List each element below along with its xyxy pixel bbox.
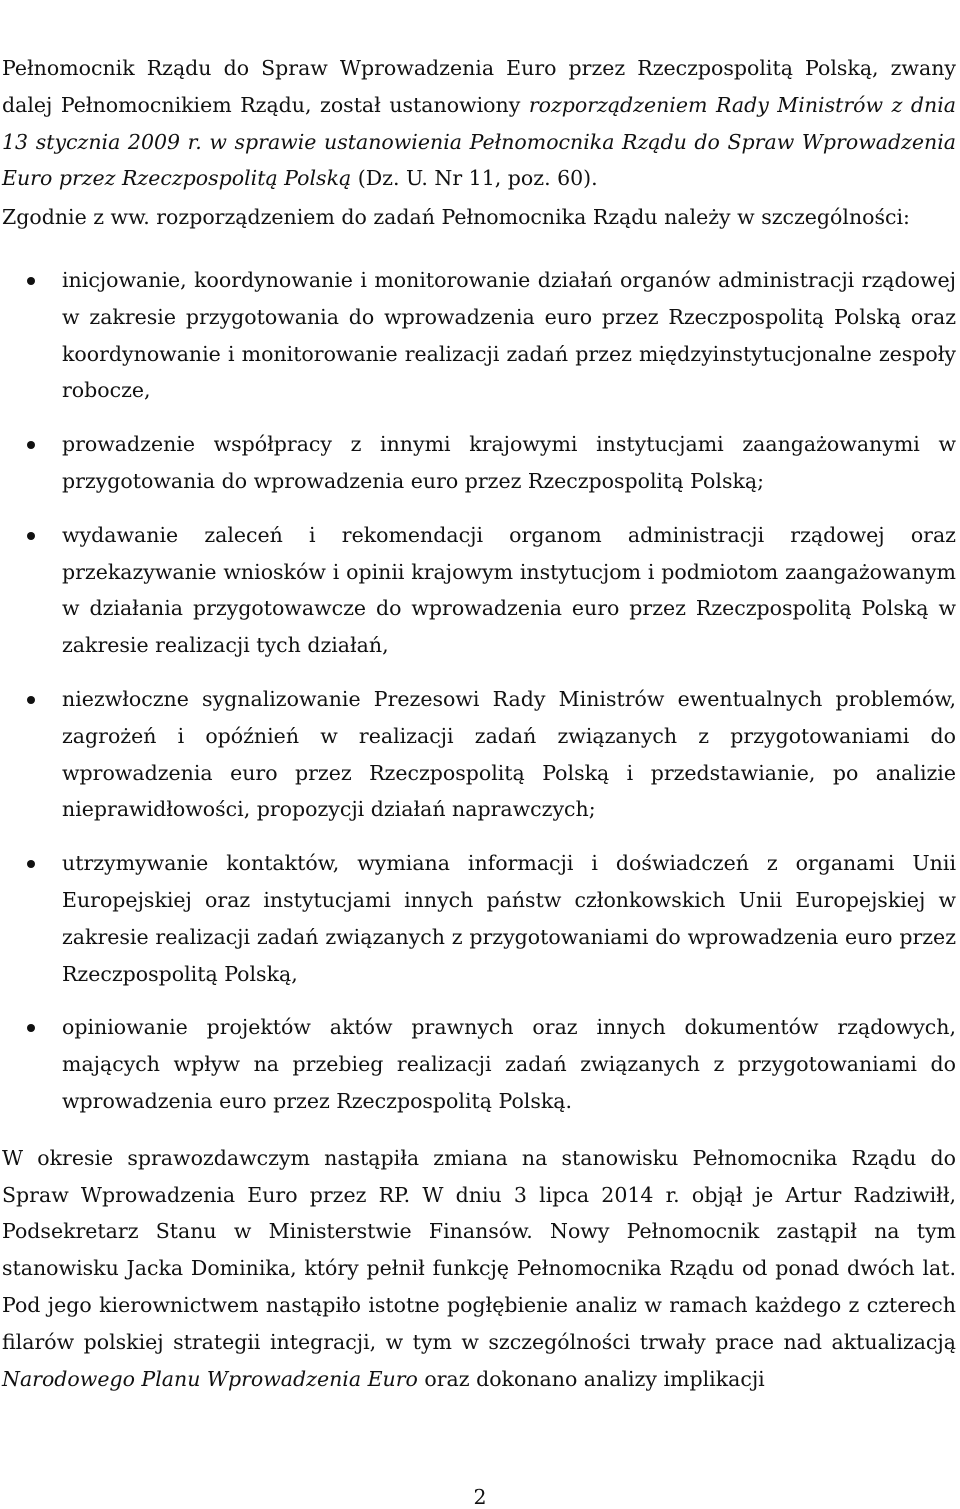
list-item [2,681,956,828]
tasks-lead-paragraph: Zgodnie z ww. rozporządzeniem do zadań Pełnomocnika Rządu należy w szczególności: [2,205,910,230]
closing-text-end: oraz dokonano analizy implikacji [417,1366,765,1391]
bullet-icon [27,277,35,285]
list-item-text: niezwłoczne sygnalizowanie Prezesowi Rady Ministrów ewentualnych problemów, zagrożeń i opóźnień w realizacji zadań związanych z przygotowaniami do wprowadzenia euro przez Rzeczpospolitą Polską i przedstawianie, po analizie nieprawidłowości, propozycji działań naprawczych; [62,686,956,822]
bullet-icon [27,860,35,868]
document-page [2,50,956,1397]
tasks-list [2,262,956,1120]
list-item [2,845,956,992]
page-number: 2 [473,1485,487,1509]
closing-text-start: W okresie sprawozdawczym nastąpiła zmiana na stanowisku Pełnomocnika Rządu do Spraw Wprowadzenia Euro przez RP. W dniu 3 lipca 2014 r. objął je Artur Radziwiłł, Podsekretarz Stanu w Ministerstwie Finansów. Nowy Pełnomocnik zastąpił na tym stanowisku Jacka Dominika, który pełnił funkcję Pełnomocnika Rządu od ponad dwóch lat. Pod jego kierownictwem nastąpiło istotne pogłębienie analiz w ramach każdego z czterech filarów polskiej strategii integracji, w tym w szczególności trwały prace nad aktualizacją [2,1145,956,1354]
list-item-text: prowadzenie współpracy z innymi krajowymi instytucjami zaangażowanymi w przygotowania do wprowadzenia euro przez Rzeczpospolitą Polską; [62,432,956,493]
closing-paragraph [2,1140,956,1398]
list-item [2,426,956,500]
list-item [2,262,956,409]
list-item-text: inicjowanie, koordynowanie i monitorowanie działań organów administracji rządowej w zakresie przygotowania do wprowadzenia euro przez Rzeczpospolitą Polską oraz koordynowanie i monitorowanie realizacji zadań przez międzyinstytucjonalne zespoły robocze, [62,267,956,403]
intro-paragraph [2,50,956,197]
intro-text-start: Pełnomocnik Rządu do Spraw Wprowadzenia Euro przez Rzeczpospolitą Polską, zwany dalej Pełnomocnikiem Rządu, został ustanowiony [2,56,956,117]
list-item-text: opiniowanie projektów aktów prawnych oraz innych dokumentów rządowych, mających wpływ na przebieg realizacji zadań związanych z przygotowaniami do wprowadzenia euro przez Rzeczpospolitą Polską. [62,1015,956,1113]
plan-title: Narodowego Planu Wprowadzenia Euro [2,1366,418,1391]
list-item [2,517,956,664]
list-item [2,1009,956,1119]
bullet-icon [27,1024,35,1032]
intro-text-end: (Dz. U. Nr 11, poz. 60). [351,166,598,191]
bullet-icon [27,532,35,540]
list-item-text: utrzymywanie kontaktów, wymiana informacji i doświadczeń z organami Unii Europejskiej oraz instytucjami innych państw członkowskich Unii Europejskiej w zakresie realizacji zadań związanych z przygotowaniami do wprowadzenia euro przez Rzeczpospolitą Polską, [62,851,956,986]
list-item-text: wydawanie zaleceń i rekomendacji organom administracji rządowej oraz przekazywanie wniosków i opinii krajowym instytucjom i podmiotom zaangażowanym w działania przygotowawcze do wprowadzenia euro przez Rzeczpospolitą Polską w zakresie realizacji tych działań, [62,522,956,658]
bullet-icon [27,441,35,449]
regulation-title: rozporządzeniem Rady Ministrów z dnia 13 stycznia 2009 r. w sprawie ustanowienia Pełnomocnika Rządu do Spraw Wprowadzenia Euro przez Rzeczpospolitą Polską [2,92,957,191]
bullet-icon [27,696,35,704]
